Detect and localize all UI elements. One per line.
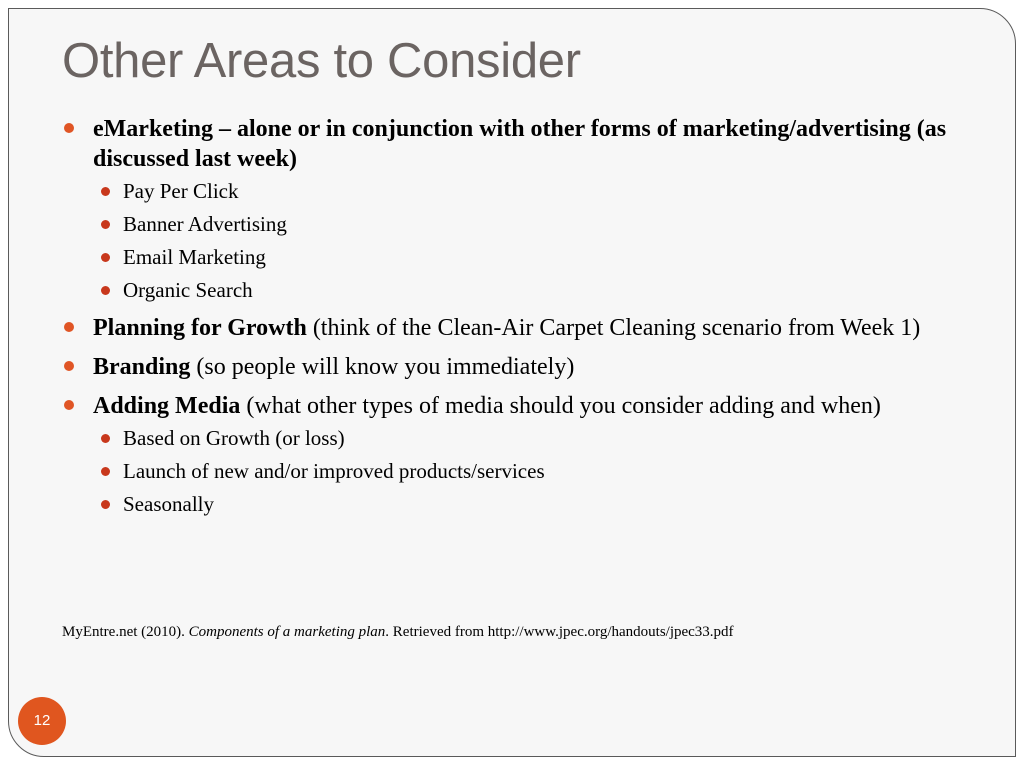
citation-title: Components of a marketing plan (188, 624, 386, 640)
bullet-bold-text: eMarketing – alone or in conjunction with other forms of marketing/advertising (as discussed last week) (93, 116, 947, 172)
bullet-item-adding-media (62, 391, 977, 521)
sub-bullet-dot-icon (101, 286, 110, 295)
bullet-bold-text: Branding (93, 354, 191, 380)
bullet-item-emarketing (62, 114, 977, 307)
sub-bullet-text: Organic Search (123, 278, 253, 302)
sub-bullet-item (93, 422, 977, 455)
slide-title: Other Areas to Consider (62, 34, 581, 88)
sub-bullet-text: Email Marketing (123, 245, 266, 269)
bullet-item-branding (62, 352, 977, 382)
sub-bullet-dot-icon (101, 187, 110, 196)
bullet-bold-text: Adding Media (93, 393, 241, 419)
page-number-badge: 12 (18, 697, 66, 745)
sub-bullet-dot-icon (101, 500, 110, 509)
sub-bullet-item (93, 175, 977, 208)
sub-bullet-item (93, 274, 977, 307)
sub-bullet-item (93, 455, 977, 488)
sub-bullet-dot-icon (101, 434, 110, 443)
sub-bullet-dot-icon (101, 220, 110, 229)
bullet-text: (so people will know you immediately) (190, 354, 575, 380)
slide-content (62, 114, 977, 521)
bullet-item-planning (62, 313, 977, 343)
sub-bullet-text: Seasonally (123, 492, 214, 516)
sub-bullet-dot-icon (101, 467, 110, 476)
bullet-text: (think of the Clean-Air Carpet Cleaning scenario from Week 1) (306, 315, 921, 341)
citation-text: MyEntre.net (2010). (62, 624, 189, 640)
sub-bullet-text: Banner Advertising (123, 212, 287, 236)
sub-bullet-text: Pay Per Click (123, 179, 239, 203)
sub-bullet-dot-icon (101, 253, 110, 262)
sub-bullet-text: Launch of new and/or improved products/services (123, 459, 545, 483)
bullet-bold-text: Planning for Growth (93, 315, 307, 341)
sub-bullet-item (93, 488, 977, 521)
bullet-dot-icon (64, 400, 74, 410)
sub-bullet-text: Based on Growth (or loss) (123, 426, 345, 450)
citation-source: . Retrieved from http://www.jpec.org/handouts/jpec33.pdf (385, 624, 734, 640)
sub-bullet-item (93, 208, 977, 241)
citation (62, 622, 734, 642)
bullet-dot-icon (64, 361, 74, 371)
bullet-dot-icon (64, 322, 74, 332)
sub-bullet-list (93, 175, 977, 307)
sub-bullet-list (93, 422, 977, 521)
bullet-list (62, 114, 977, 521)
sub-bullet-item (93, 241, 977, 274)
bullet-text: (what other types of media should you consider adding and when) (240, 393, 881, 419)
bullet-dot-icon (64, 123, 74, 133)
